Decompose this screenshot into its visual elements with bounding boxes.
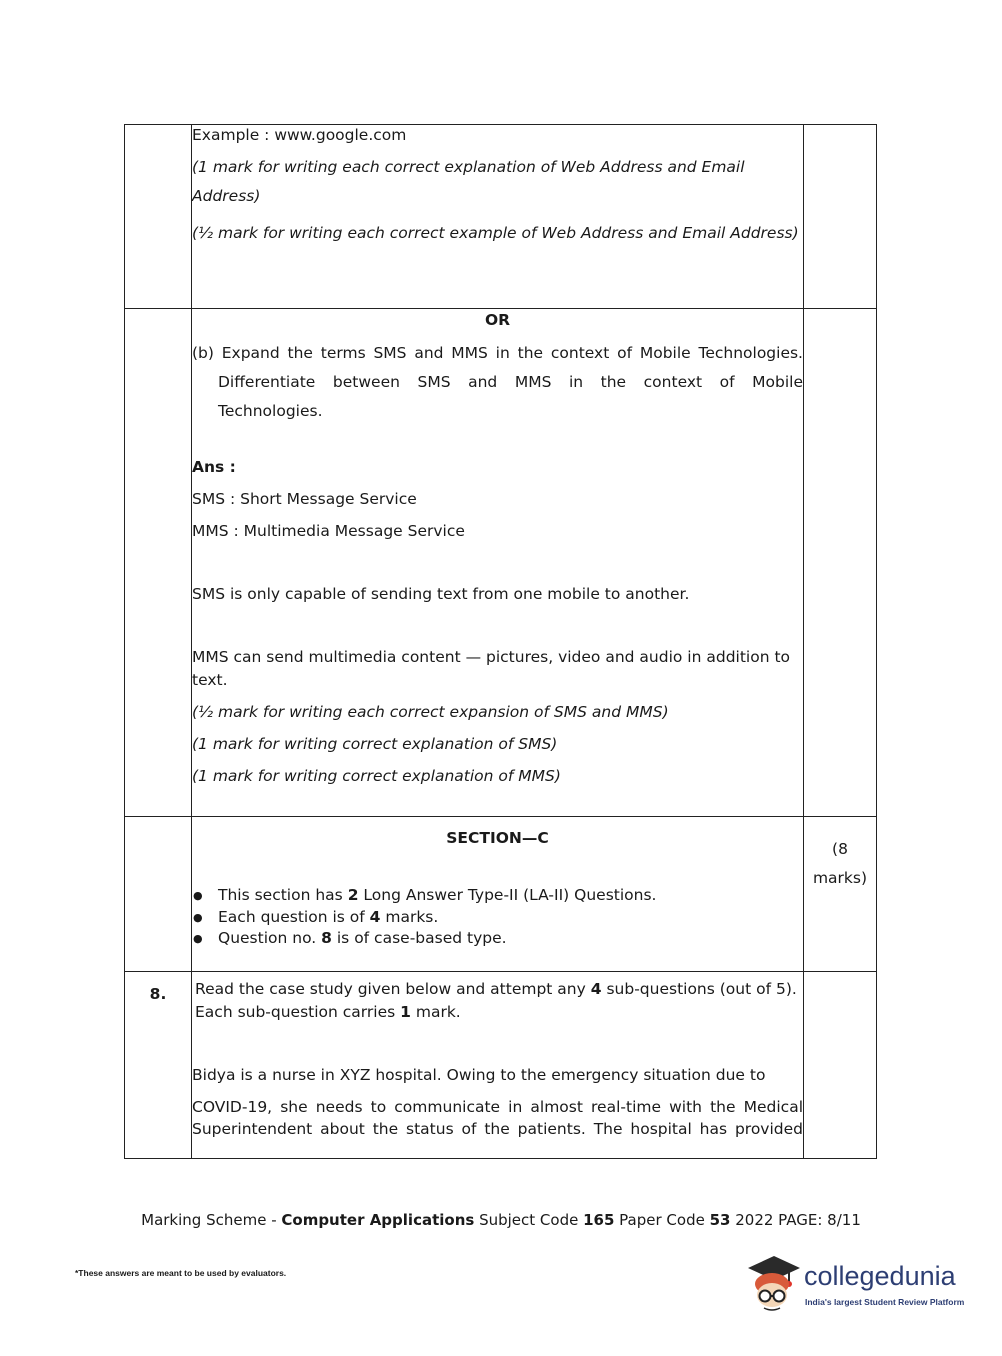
- answer-cell: [192, 309, 804, 817]
- question-text: (b) Expand the terms SMS and MMS in the context of Mobile Technologies. Differentiate between SMS and MMS in the context of Mobile Technologies.: [192, 344, 803, 420]
- marking-note: (½ mark for writing each correct example of Web Address and Email Address): [192, 224, 799, 242]
- marking-note: (1 mark for writing each correct explanation of Web Address and Email Address): [192, 158, 745, 205]
- table-row-sms-mms: [125, 309, 877, 817]
- marks-cell: [804, 972, 877, 1159]
- page-footer: Marking Scheme - Computer Applications Subject Code 165 Paper Code 53 2022 PAGE: 8/11: [141, 1211, 861, 1229]
- section-c-cell: [192, 817, 804, 972]
- marking-note: (½ mark for writing each correct expansion of SMS and MMS): [192, 703, 669, 721]
- answer-cell: [192, 125, 804, 309]
- table-row-section-c: [125, 817, 877, 972]
- list-item: ● Question no. 8 is of case-based type.: [218, 928, 803, 950]
- question-number-cell: [125, 817, 192, 972]
- question-prefix: (b): [192, 344, 214, 362]
- section-marks: (8 marks): [804, 817, 877, 972]
- list-item: ● Each question is of 4 marks.: [218, 907, 803, 929]
- mms-expansion: MMS : Multimedia Message Service: [192, 522, 465, 540]
- question-number: 8.: [125, 972, 192, 1159]
- list-item: ● This section has 2 Long Answer Type-II (LA-II) Questions.: [218, 885, 803, 907]
- case-text: Bidya is a nurse in XYZ hospital. Owing to the emergency situation due to: [192, 1066, 766, 1084]
- sms-expansion: SMS : Short Message Service: [192, 490, 417, 508]
- mascot-icon: [744, 1250, 804, 1320]
- question-number-cell: [125, 309, 192, 817]
- table-row-q8: [125, 972, 877, 1159]
- marking-scheme-table: [124, 124, 877, 1159]
- question-number-cell: [125, 125, 192, 309]
- answer-label: Ans :: [192, 458, 236, 476]
- sms-description: SMS is only capable of sending text from one mobile to another.: [192, 585, 690, 603]
- evaluator-note: *These answers are meant to be used by evaluators.: [75, 1268, 287, 1278]
- collegedunia-logo: [744, 1250, 974, 1320]
- example-text: Example : www.google.com: [192, 126, 407, 144]
- brand-name: collegedunia: [804, 1261, 956, 1291]
- section-instructions: [192, 885, 803, 950]
- case-text: COVID-19, she needs to communicate in almost real-time with the Medical: [192, 1098, 803, 1116]
- table-row-web-address: [125, 125, 877, 309]
- mms-description: MMS can send multimedia content — pictures, video and audio in addition to text.: [192, 648, 791, 689]
- case-intro: Read the case study given below and attempt any 4 sub-questions (out of 5). Each sub-question carries 1 mark.: [195, 980, 797, 1021]
- case-study-cell: [192, 972, 804, 1159]
- marks-cell: [804, 125, 877, 309]
- marks-cell: [804, 309, 877, 817]
- or-label: OR: [484, 311, 511, 329]
- section-title: SECTION—C: [446, 829, 549, 847]
- brand-tagline: India's largest Student Review Platform: [805, 1297, 965, 1307]
- marking-note: (1 mark for writing correct explanation of MMS): [192, 767, 561, 785]
- marking-note: (1 mark for writing correct explanation of SMS): [192, 735, 558, 753]
- case-text: Superintendent about the status of the patients. The hospital has provided: [192, 1120, 803, 1138]
